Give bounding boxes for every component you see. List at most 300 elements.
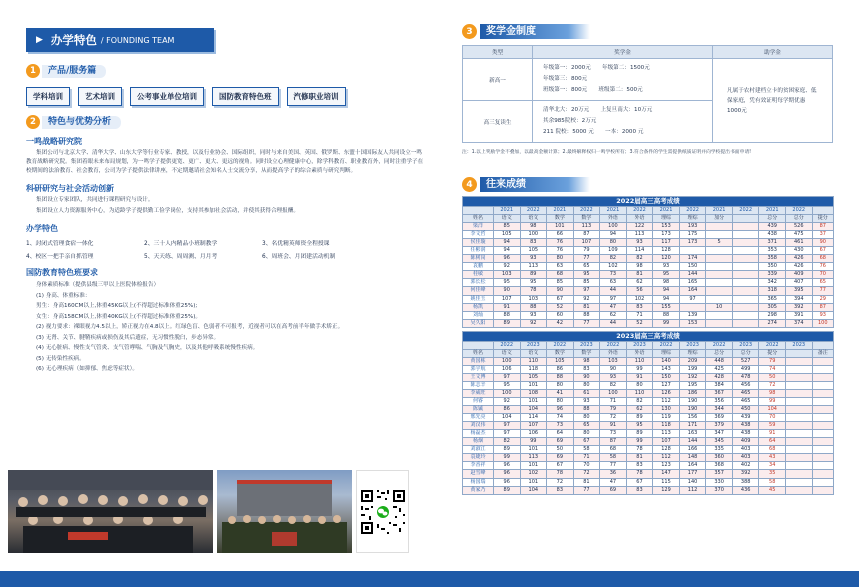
table-cell	[785, 446, 812, 454]
table-cell	[785, 462, 812, 470]
column-header: 语文	[520, 349, 547, 357]
table-cell: 77	[573, 319, 600, 327]
column-header: 数学	[573, 349, 600, 357]
table-cell: 89	[520, 271, 547, 279]
year-cell: 2022	[679, 207, 706, 215]
table-cell: 103	[600, 357, 627, 365]
table-cell: 83	[626, 462, 653, 470]
feature-item: 5、天天练、周周测、月月考	[144, 254, 218, 260]
table-row	[463, 223, 834, 231]
table-row	[463, 446, 834, 454]
table-cell	[812, 470, 833, 478]
feature-item: 1、封闭式管理食宿一体化	[26, 241, 94, 247]
table-cell	[812, 430, 833, 438]
feature-item: 3、名优精英师资全程授课	[262, 241, 330, 247]
row-type: 高三复读生	[463, 101, 533, 143]
table-cell	[732, 247, 759, 255]
table-cell: 409	[732, 438, 759, 446]
table-cell: 98	[626, 263, 653, 271]
table-cell: 88	[573, 311, 600, 319]
table-cell: 80	[547, 398, 574, 406]
table-row	[463, 422, 834, 430]
table-cell	[812, 414, 833, 422]
table-cell: 140	[653, 357, 680, 365]
table-cell: 164	[679, 287, 706, 295]
service-tag: 学科培训	[26, 87, 70, 106]
table-cell: 318	[759, 287, 786, 295]
table-cell: 73	[600, 271, 627, 279]
year-cell: 2023	[732, 341, 759, 349]
table-cell: 83	[626, 486, 653, 494]
year-cell: 2022	[706, 341, 733, 349]
table-cell: 102	[600, 263, 627, 271]
year-cell: 2021	[600, 207, 627, 215]
table-cell: 71	[573, 454, 600, 462]
defense-requirements	[26, 280, 426, 375]
table-cell: 99	[626, 365, 653, 373]
table-cell: 392	[732, 470, 759, 478]
year-cell: 2022	[759, 341, 786, 349]
qr-code[interactable]	[356, 470, 409, 553]
table-cell: 108	[520, 389, 547, 397]
table-cell	[785, 470, 812, 478]
table-cell: 62	[600, 311, 627, 319]
table-cell	[732, 271, 759, 279]
table-cell: 73	[600, 430, 627, 438]
table-cell: 67	[573, 438, 600, 446]
table-cell	[706, 319, 733, 327]
table-cell: 391	[785, 311, 812, 319]
left-column	[26, 28, 426, 375]
research-heading: 科研研究与社会活动创新	[26, 184, 114, 193]
table-cell: 109	[600, 247, 627, 255]
table-cell: 63	[547, 263, 574, 271]
table-cell	[812, 462, 833, 470]
table-cell: 115	[653, 478, 680, 486]
scholarship-line: 其余985院校：2万元	[543, 118, 597, 124]
year-cell: 2023	[573, 341, 600, 349]
table-cell	[785, 406, 812, 414]
column-header: 提分	[759, 349, 786, 357]
table-cell: 100	[520, 231, 547, 239]
table-cell: 357	[706, 470, 733, 478]
column-header: 备注	[812, 349, 833, 357]
section-title: 奖学金制度	[480, 24, 590, 39]
table-cell: 89	[626, 430, 653, 438]
table-cell: 97	[679, 295, 706, 303]
scholarship-line: 班级第一：800元 班级第二：500元	[543, 87, 643, 93]
table-cell: 439	[732, 414, 759, 422]
photo-strip	[8, 470, 409, 553]
table-cell: 94	[653, 295, 680, 303]
table-cell: 347	[706, 430, 733, 438]
table-cell: 47	[600, 478, 627, 486]
table-cell: 392	[785, 303, 812, 311]
table-cell: 112	[653, 454, 680, 462]
table-cell: 96	[493, 255, 520, 263]
features-heading: 办学特色	[26, 224, 58, 233]
table-cell: 104	[759, 406, 786, 414]
table-cell: 342	[759, 279, 786, 287]
table-cell: 42	[547, 319, 574, 327]
column-header: 总分	[706, 349, 733, 357]
year-cell: 2023	[626, 341, 653, 349]
table-cell: 475	[785, 231, 812, 239]
results-table-2023	[462, 331, 834, 495]
table-cell: 97	[573, 287, 600, 295]
table-cell: 173	[679, 239, 706, 247]
requirement-line: (6) 无心理疾病（如抑郁、焦虑等症状）。	[36, 366, 138, 372]
table-cell: 92	[493, 398, 520, 406]
table-cell: 88	[493, 311, 520, 319]
table-cell: 104	[520, 486, 547, 494]
right-column	[462, 24, 834, 495]
section-number-badge: 3	[462, 24, 477, 39]
table-cell: 67	[812, 247, 833, 255]
table-cell	[812, 398, 833, 406]
table-cell: 345	[706, 438, 733, 446]
table-cell: 58	[759, 478, 786, 486]
table-cell: 93	[573, 398, 600, 406]
table-cell: 77	[812, 287, 833, 295]
table-cell: 35	[759, 470, 786, 478]
section-3-header	[462, 24, 834, 39]
table-cell: 101	[520, 398, 547, 406]
table-cell	[732, 319, 759, 327]
requirement-line: (4) 无心脏病、慢性支气管炎、支气管哮喘、气胸及气胸史，以及其他呼吸系统慢性疾病。	[36, 345, 259, 351]
table-cell: 44	[600, 287, 627, 295]
table-cell	[732, 279, 759, 287]
scholarship-note: 注：1.以上奖励学金不叠加，以最高金额计算；2.最终解释权归一鸣学校所有；3.符合条件的学生需提供纸质证明并向学校提出书面申请!	[462, 150, 752, 155]
table-cell: 赵雪峰	[463, 470, 494, 478]
year-cell: 2022	[547, 341, 574, 349]
table-cell: 85	[547, 279, 574, 287]
group-photo-military	[217, 470, 352, 553]
table-cell: 175	[679, 231, 706, 239]
table-cell: 147	[653, 470, 680, 478]
table-cell: 81	[626, 454, 653, 462]
table-cell: 69	[547, 454, 574, 462]
table-cell: 83	[547, 486, 574, 494]
table-cell: 90	[812, 239, 833, 247]
table-cell: 10	[706, 303, 733, 311]
table-cell: 陈树岗	[463, 255, 494, 263]
table-cell: 68	[759, 446, 786, 454]
table-cell: 96	[547, 406, 574, 414]
table-cell: 112	[679, 486, 706, 494]
column-header: 总分	[759, 215, 786, 223]
table-cell: 379	[706, 422, 733, 430]
table-cell: 95	[493, 279, 520, 287]
table-cell: 56	[626, 287, 653, 295]
table-cell: 87	[812, 303, 833, 311]
column-header: 理综	[653, 215, 680, 223]
table-cell: 87	[812, 223, 833, 231]
table-cell: 83	[573, 365, 600, 373]
table-cell: 65	[812, 279, 833, 287]
column-header: 外语	[626, 349, 653, 357]
aid-cell: 凡属于农村建档立卡的贫困家庭、低保家庭，凭有效证明每学期优惠1000元	[713, 59, 833, 143]
table-cell: 邢先亮	[463, 414, 494, 422]
service-tag: 汽修职业培训	[287, 87, 346, 106]
table-cell: 67	[547, 295, 574, 303]
table-cell: 367	[706, 389, 733, 397]
bottom-band	[0, 571, 859, 587]
table-cell: 65	[573, 422, 600, 430]
table-cell: 杨国瑞	[463, 478, 494, 486]
table-cell: 60	[547, 311, 574, 319]
table-cell: 102	[520, 470, 547, 478]
table-cell: 140	[679, 478, 706, 486]
table-cell	[785, 438, 812, 446]
table-cell: 100	[812, 319, 833, 327]
table-cell: 298	[759, 311, 786, 319]
features-grid	[26, 238, 426, 260]
table-cell	[785, 373, 812, 381]
table-cell: 64	[759, 438, 786, 446]
table-cell: 67	[547, 462, 574, 470]
section-2-header	[26, 115, 426, 129]
requirement-line: (1) 身高、体重标准：	[36, 292, 91, 299]
table-cell: 90	[547, 287, 574, 295]
year-cell: 2022	[626, 207, 653, 215]
table-cell: 何睿	[463, 398, 494, 406]
table-cell: 79	[759, 357, 786, 365]
table-cell: 209	[679, 357, 706, 365]
table-cell: 74	[547, 414, 574, 422]
table-cell: 101	[520, 478, 547, 486]
table-cell: 100	[493, 357, 520, 365]
table-cell: 153	[653, 223, 680, 231]
table-cell: 34	[759, 462, 786, 470]
page-title: 办学特色	[50, 33, 97, 47]
table-cell: 85	[573, 279, 600, 287]
table-row	[463, 287, 834, 295]
table-cell: 107	[520, 422, 547, 430]
table-cell: 122	[626, 223, 653, 231]
table-cell: 63	[600, 279, 627, 287]
column-header: 语文	[520, 215, 547, 223]
table-cell: 70	[759, 414, 786, 422]
table-cell: 29	[812, 295, 833, 303]
table-cell: 杨磊杰	[463, 430, 494, 438]
table-cell: 370	[706, 486, 733, 494]
table-cell: 李香祥	[463, 462, 494, 470]
table-cell: 80	[626, 381, 653, 389]
table-cell: 156	[679, 414, 706, 422]
table-cell: 90	[573, 373, 600, 381]
table-cell: 黄家乃	[463, 486, 494, 494]
table-cell: 72	[573, 470, 600, 478]
table-cell: 91	[626, 373, 653, 381]
table-cell: 李文哲	[463, 231, 494, 239]
table-cell: 82	[626, 255, 653, 263]
table-cell	[785, 478, 812, 486]
table-cell: 99	[520, 438, 547, 446]
table-cell: 58	[573, 446, 600, 454]
table-cell: 90	[600, 365, 627, 373]
table-header-aid: 助学金	[713, 46, 833, 59]
requirement-line: 身体素质标准（提供县级三甲以上医院体检报告）	[36, 282, 160, 288]
institute-paragraph: 集团公司与北京大学、清华大学、山东大学等行业专家、教授，以及行业协会、国际组织，同时与来自美国、英国、俄罗斯、东盟十国国际友人共同设立一鸣教育战略研究院。集团着眼未来布局规划，为一鸣学子提供更宽、更广、更大、更远的视角。同时设立心理健康中心，除学科教育、职业教育外，同时注重学子在校期间的法治教育、社会教育，公司为学子提供法律讲座，不定期邀请社会知名人士交流分享，从而提高学子的综合素质与研究判断。	[26, 150, 424, 174]
table-cell: 89	[493, 446, 520, 454]
table-cell	[679, 303, 706, 311]
table-row	[463, 470, 834, 478]
scholarship-line: 清华北大：20万元 上复旦南大：10万元	[543, 107, 653, 113]
table-cell: 150	[679, 263, 706, 271]
table-cell	[706, 279, 733, 287]
table-cell: 67	[626, 478, 653, 486]
table-cell: 58	[600, 454, 627, 462]
table-cell	[785, 365, 812, 373]
table-cell: 439	[759, 223, 786, 231]
page-title-bar	[26, 28, 214, 52]
table-cell: 369	[706, 414, 733, 422]
table-cell: 148	[679, 454, 706, 462]
table-cell	[706, 255, 733, 263]
table-cell: 107	[493, 295, 520, 303]
table-cell: 166	[679, 446, 706, 454]
table-cell: 344	[706, 406, 733, 414]
table-cell: 62	[626, 406, 653, 414]
table-cell: 95	[626, 422, 653, 430]
table-cell: 82	[493, 438, 520, 446]
table-cell: 144	[679, 271, 706, 279]
table-cell: 199	[679, 365, 706, 373]
column-header: 理综	[653, 349, 680, 357]
table-cell: 105	[493, 231, 520, 239]
table-cell: 81	[573, 478, 600, 486]
table-cell: 82	[600, 255, 627, 263]
table-cell: 113	[626, 231, 653, 239]
table-cell: 105	[520, 247, 547, 255]
scholarship-cell	[533, 101, 713, 143]
column-header: 加分	[706, 215, 733, 223]
table-cell: 101	[547, 223, 574, 231]
table-cell: 96	[493, 462, 520, 470]
table-row	[463, 438, 834, 446]
table-cell: 梁洋	[463, 223, 494, 231]
table-cell: 461	[785, 239, 812, 247]
table-header-type: 类型	[463, 46, 533, 59]
table-cell: 101	[520, 462, 547, 470]
table-cell: 91	[493, 303, 520, 311]
table-cell: 139	[679, 311, 706, 319]
table-cell	[732, 263, 759, 271]
table-cell: 190	[679, 398, 706, 406]
table-cell: 72	[600, 414, 627, 422]
table-cell: 426	[785, 255, 812, 263]
table-cell: 425	[706, 365, 733, 373]
table-cell: 71	[626, 311, 653, 319]
table-cell: 62	[626, 279, 653, 287]
table-cell: 93	[520, 255, 547, 263]
table-row	[463, 255, 834, 263]
table-cell: 94	[653, 287, 680, 295]
table-cell: 郭长松	[463, 279, 494, 287]
table-cell: 90	[493, 287, 520, 295]
table-cell: 袁鹏	[463, 263, 494, 271]
table-cell: 428	[706, 373, 733, 381]
year-cell: 2022	[573, 207, 600, 215]
column-header: 数学	[547, 215, 574, 223]
column-header: 总分	[732, 349, 759, 357]
table-cell	[812, 357, 833, 365]
table-cell: 128	[653, 247, 680, 255]
table-cell	[732, 287, 759, 295]
table-cell: 335	[706, 446, 733, 454]
table-cell: 430	[785, 247, 812, 255]
column-header: 姓名	[463, 215, 494, 223]
table-cell: 87	[573, 231, 600, 239]
table-cell: 112	[653, 398, 680, 406]
table-cell: 99	[653, 319, 680, 327]
feature-item: 2、三十人内精品小班制教学	[144, 241, 218, 247]
table-row	[463, 486, 834, 494]
column-header: 理综	[679, 215, 706, 223]
table-cell: 78	[626, 470, 653, 478]
column-header: 外语	[600, 349, 627, 357]
table-cell: 93	[812, 311, 833, 319]
table-cell: 105	[520, 373, 547, 381]
table-cell: 110	[520, 357, 547, 365]
table-cell: 杨凯	[463, 303, 494, 311]
table-cell: 82	[600, 381, 627, 389]
table-cell: 144	[679, 438, 706, 446]
section-title: 特色与优势分析	[42, 116, 121, 129]
table-cell: 92	[520, 319, 547, 327]
table-cell	[812, 422, 833, 430]
year-cell: 2021	[547, 207, 574, 215]
table-cell: 李威旺	[463, 389, 494, 397]
table-cell: 80	[547, 381, 574, 389]
table-cell: 吴久阳	[463, 319, 494, 327]
table-cell: 100	[493, 389, 520, 397]
table-cell	[812, 454, 833, 462]
column-header: 理综	[679, 349, 706, 357]
table-cell: 黄国栋	[463, 357, 494, 365]
table-cell: 93	[653, 263, 680, 271]
table-cell	[706, 311, 733, 319]
table-cell: 杨烟	[463, 438, 494, 446]
table-cell: 113	[520, 454, 547, 462]
table-cell: 103	[520, 295, 547, 303]
table-cell: 80	[573, 430, 600, 438]
table-cell: 何佳峰	[463, 287, 494, 295]
table-cell: 105	[547, 357, 574, 365]
table-cell: 76	[547, 247, 574, 255]
table-cell: 72	[759, 381, 786, 389]
table-cell: 86	[547, 365, 574, 373]
table-cell: 71	[600, 398, 627, 406]
column-header	[732, 215, 759, 223]
table-cell: 438	[759, 231, 786, 239]
table-cell: 任彬润	[463, 247, 494, 255]
table-cell: 527	[732, 357, 759, 365]
table-cell: 93	[626, 239, 653, 247]
year-cell: 2021	[759, 207, 786, 215]
table-cell: 80	[573, 414, 600, 422]
table-cell: 88	[653, 311, 680, 319]
year-cell: 2022	[520, 207, 547, 215]
table-cell: 456	[732, 381, 759, 389]
table-cell: 94	[493, 239, 520, 247]
table-cell: 174	[679, 255, 706, 263]
table-cell: 81	[573, 303, 600, 311]
table-cell	[706, 247, 733, 255]
table-cell	[706, 295, 733, 303]
table-cell: 89	[493, 319, 520, 327]
